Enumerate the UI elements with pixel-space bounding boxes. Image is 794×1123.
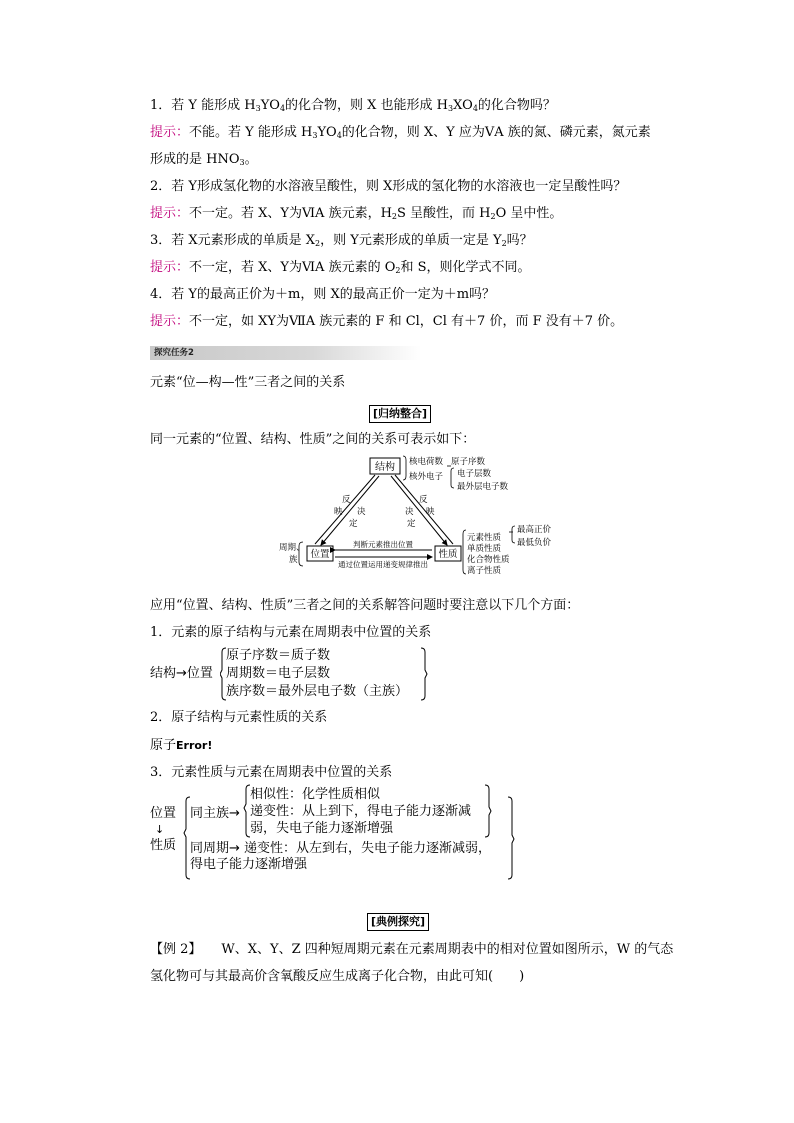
- valence-min: 最低负价: [517, 538, 552, 548]
- prop-item-element: 元素性质: [467, 533, 502, 543]
- relation-3-period-trend-2: 得电子能力逐渐增强: [190, 857, 308, 872]
- point-1: 1．元素的原子结构与元素在周期表中位置的关系: [150, 625, 432, 640]
- task-2-banner: [150, 346, 421, 360]
- arrow-top-label: 判断元素推出位置: [353, 540, 413, 549]
- question-2: 2．若 Y形成氢化物的水溶液呈酸性，则 X形成的氢化物的水溶液也一定呈酸性吗？: [150, 179, 627, 194]
- example-line-2: 氢化物可与其最高价含氧酸反应生成离子化合物，由此可知( ): [150, 969, 525, 984]
- position-structure-property-diagram: [275, 452, 565, 582]
- property-label: 性质: [438, 549, 458, 560]
- prop-item-substance: 单质性质: [467, 544, 502, 554]
- question-3: 3．若 X元素形成的单质是 $X_2$，则 Y元素形成的单质一定是 $Y_2$吗？: [150, 233, 533, 248]
- right-decide-2: 定: [407, 519, 416, 529]
- relation-3-group-trend-2: 弱，失电子能力逐渐增强: [250, 821, 394, 836]
- task-2-title: 元素“位—构—性”三者之间的关系: [150, 375, 346, 390]
- relation-1-item-3: 族序数＝最外层电子数（主族）: [226, 684, 409, 699]
- summary-heading: [归纳整合]: [369, 405, 431, 423]
- relation-3-period-trend-1: 递变性：从左到右，失电子能力逐渐减弱，: [244, 841, 492, 856]
- answer-4: 提示：不一定，如 XY为ⅦA 族元素的 F 和 Cl，Cl 有＋7 价，而 F 没有＋7 价。: [150, 314, 624, 329]
- error-line: 原子Error!: [150, 738, 213, 753]
- diagram-intro: 同一元素的“位置、结构、性质”之间的关系可表示如下：: [150, 432, 476, 447]
- left-decide-1: 决: [357, 507, 366, 517]
- left-reflect-1: 反: [342, 495, 351, 505]
- relation-3-period: 同周期→: [190, 841, 240, 856]
- relation-3-group-trend-1: 递变性：从上到下，得电子能力逐渐减: [250, 804, 472, 819]
- answer-1-line-2: 形成的是 $HNO_3$。: [150, 152, 258, 167]
- struct-item-outer: 最外层电子数: [457, 482, 509, 492]
- answer-3: 提示：不一定，若 X、Y为ⅥA 族元素的 $O_2$和 S，则化学式不同。: [150, 260, 531, 275]
- right-reflect-1: 反: [419, 495, 428, 505]
- answer-1-line-1: 提示：不能。若 Y 能形成 $H_3YO_4$的化合物，则 X、Y 应为ⅤA 族的氮、磷元素，氮元素: [150, 125, 651, 140]
- point-3: 3．元素性质与元素在周期表中位置的关系: [150, 765, 393, 780]
- apply-intro: 应用“位置、结构、性质”三者之间的关系解答问题时要注意以下几个方面：: [150, 598, 580, 613]
- valence-max: 最高正价: [517, 525, 552, 535]
- left-reflect-2: 映: [334, 507, 343, 517]
- relation-1-left: 结构→位置: [150, 666, 213, 681]
- position-label: 位置: [310, 549, 330, 560]
- prop-item-compound: 化合物性质: [467, 555, 510, 565]
- relation-1-item-2: 周期数＝电子层数: [226, 666, 331, 681]
- relation-3-property: 性质: [150, 838, 177, 853]
- struct-item-shells: 电子层数: [457, 469, 492, 479]
- point-2: 2．原子结构与元素性质的关系: [150, 710, 328, 725]
- family-label: 族: [289, 555, 298, 565]
- relation-3-position: 位置: [150, 806, 177, 821]
- example-line-1: 【例 2】 W、X、Y、Z 四种短周期元素在元素周期表中的相对位置如图所示，W 的气态: [150, 942, 674, 957]
- task-2-badge: 探究任务2: [154, 348, 194, 358]
- period-label: 周期、: [279, 543, 305, 553]
- relation-3-group-similar: 相似性：化学性质相似: [250, 787, 381, 802]
- struct-item-atomic-number: 原子序数: [451, 457, 486, 467]
- question-1: 1．若 Y 能形成 $H_3YO_4$的化合物，则 X 也能形成 $H_3XO_4$的化合物吗？: [150, 98, 556, 113]
- struct-item-charge: 核电荷数: [409, 457, 444, 467]
- question-4: 4．若 Y的最高正价为＋m，则 X的最高正价一定为＋m吗？: [150, 287, 496, 302]
- answer-2: 提示：不一定。若 X、Y为ⅥA 族元素，$H_2S$ 呈酸性，而 $H_2O$ 呈中性。: [150, 206, 563, 221]
- relation-3-arrow: ↓: [155, 823, 165, 836]
- example-heading: [典例探究]: [367, 913, 429, 931]
- structure-label: 结构: [375, 462, 395, 473]
- struct-item-electrons: 核外电子: [409, 472, 444, 482]
- prop-item-ion: 离子性质: [467, 566, 502, 576]
- left-decide-2: 定: [349, 519, 358, 529]
- right-decide-1: 决: [405, 507, 414, 517]
- arrow-bottom-label: 通过位置运用递变规律推出: [338, 560, 428, 569]
- relation-3-group: 同主族→: [190, 806, 240, 821]
- right-reflect-2: 映: [426, 507, 435, 517]
- relation-1-item-1: 原子序数＝质子数: [226, 648, 331, 663]
